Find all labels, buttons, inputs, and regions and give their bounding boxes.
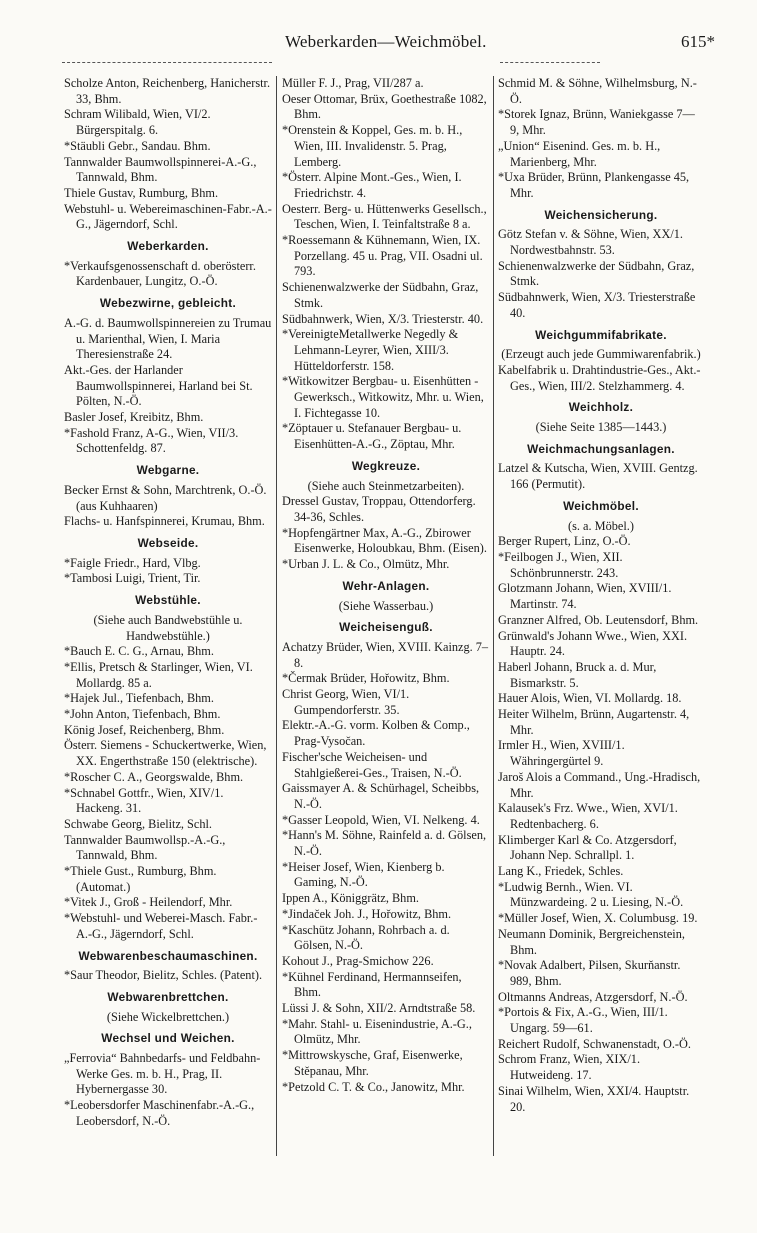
directory-entry: Glotzmann Johann, Wien, XVIII/1. Martinstr. 74. (498, 581, 672, 612)
directory-entry: *Mahr. Stahl- u. Eisenindustrie, A.-G., Olmütz, Mhr. (282, 1016, 472, 1047)
directory-entry: *Webstuhl- und Weberei-Masch. Fabr.-A.-G., Jägerndorf, Schl. (64, 911, 258, 941)
directory-entry: Müller F. J., Prag, VII/287 a. (282, 76, 424, 90)
directory-entry: Webstuhl- u. Webereimaschinen-Fabr.-A.-G., Jägerndorf, Schl. (64, 201, 272, 232)
directory-entry: Christ Georg, Wien, VI/1. Gumpendorferstr. 35. (282, 687, 410, 717)
column-right (498, 76, 704, 1166)
directory-entry: *Uxa Brüder, Brünn, Plankengasse 45, Mhr. (498, 170, 690, 200)
directory-entry: Irmler H., Wien, XVIII/1. Währingergürtel 9. (498, 738, 625, 769)
directory-entry: *Portois & Fix, A.-G., Wien, III/1. Ungarg. 59—61. (498, 1005, 668, 1036)
directory-entry: *Stäubli Gebr., Sandau. Bhm. (64, 138, 211, 153)
cross-reference-note: (Siehe Seite 1385—1443.) (535, 420, 667, 435)
directory-entry: Schrom Franz, Wien, XIX/1. Hutweideng. 17. (498, 1052, 641, 1083)
directory-entry: *Heiser Josef, Wien, Kienberg b. Gaming, N.-Ö. (282, 859, 445, 890)
directory-entry: Akt.-Ges. der Harlander Baumwollspinnerei, Harland bei St. Pölten, N.-Ö. (64, 362, 253, 409)
directory-entry: Tannwalder Baumwollsp.-A.-G., Tannwald, Bhm. (64, 832, 226, 863)
directory-entry: Achatzy Brüder, Wien, XVIII. Kainzg. 7–8. (282, 639, 489, 670)
directory-entry: *VereinigteMetallwerke Negedly & Lehmann-Leyrer, Wien, XIII/3. Hütteldorferstr. 158. (282, 327, 459, 373)
directory-entry: Thiele Gustav, Rumburg, Bhm. (64, 185, 219, 200)
directory-entry: Flachs- u. Hanfspinnerei, Krumau, Bhm. (64, 514, 265, 529)
running-title: Weberkarden—Weichmöbel. (285, 32, 487, 51)
directory-entry: *Petzold C. T. & Co., Janowitz, Mhr. (282, 1079, 465, 1094)
directory-entry: *Orenstein & Koppel, Ges. m. b. H., Wien, III. Invalidenstr. 5. Prag, Lemberg. (282, 123, 463, 169)
section-heading: Webezwirne, gebleicht. (99, 296, 237, 311)
directory-entry: *Österr. Alpine Mont.-Ges., Wien, I. Friedrichstr. 4. (282, 170, 462, 200)
directory-entry: Ippen A., Königgrätz, Bhm. (282, 891, 419, 906)
directory-entry: Südbahnwerk, Wien, X/3. Triesterstraße 40. (498, 290, 696, 320)
directory-entry: *Hann's M. Söhne, Rainfeld a. d. Gölsen, N.-Ö. (282, 828, 487, 859)
directory-entry: *Witkowitzer Bergbau- u. Eisenhütten - Gewerksch., Witkowitz, Mhr. u. Wien, I. Fichtegasse 10. (282, 374, 484, 420)
header-rule (62, 62, 272, 63)
cross-reference-note: (Erzeugt auch jede Gummiwarenfabrik.) (501, 347, 701, 362)
directory-entry: Scholze Anton, Reichenberg, Hanicherstr. 33, Bhm. (64, 76, 271, 106)
directory-entry: *Tambosi Luigi, Trient, Tir. (64, 571, 201, 586)
directory-entry: „Ferrovia“ Bahnbedarfs- und Feldbahn-Werke Ges. m. b. H., Prag, II. Hybernergasse 30. (64, 1051, 261, 1097)
directory-entry: *Roscher C. A., Georgswalde, Bhm. (64, 769, 244, 784)
section-heading: Webwarenbeschaumaschinen. (78, 948, 258, 963)
directory-entry: *Storek Ignaz, Brünn, Waniekgasse 7—9, Mhr. (498, 107, 695, 138)
directory-entry: Berger Rupert, Linz, O.-Ö. (498, 534, 631, 549)
header-rule (500, 62, 600, 63)
directory-entry: *John Anton, Tiefenbach, Bhm. (64, 707, 221, 722)
directory-entry: Fischer'sche Weicheisen- und Stahlgießerei-Ges., Traisen, N.-Ö. (282, 749, 462, 780)
directory-entry: *Novak Adalbert, Pilsen, Skurňanstr. 989, Bhm. (498, 958, 681, 988)
directory-entry: *Zöptauer u. Stefanauer Bergbau- u. Eisenhütten-A.-G., Zöptau, Mhr. (282, 421, 462, 452)
directory-entry: Oeser Ottomar, Brüx, Goethestraße 1082, Bhm. (282, 91, 487, 122)
directory-entry: Götz Stefan v. & Söhne, Wien, XX/1. Nordwestbahnstr. 53. (498, 227, 683, 258)
directory-entry: Schmid M. & Söhne, Wilhelmsburg, N.-Ö. (498, 76, 697, 106)
directory-entry: Sinai Wilhelm, Wien, XXI/4. Hauptstr. 20. (498, 1083, 690, 1114)
directory-entry: *Hopfengärtner Max, A.-G., Zbirower Eisenwerke, Holoubkau, Bhm. (Eisen). (282, 525, 487, 556)
directory-entry: Becker Ernst & Sohn, Marchtrenk, O.-Ö. (aus Kuhhaaren) (64, 482, 267, 513)
directory-entry: *Gasser Leopold, Wien, VI. Nelkeng. 4. (282, 812, 480, 827)
directory-entry: Gaissmayer A. & Schürhagel, Scheibbs, N.-Ö. (282, 781, 480, 811)
directory-entry: *Feilbogen J., Wien, XII. Schönbrunnerstr. 243. (498, 549, 623, 580)
cross-reference-note: (s. a. Möbel.) (568, 518, 634, 533)
directory-entry: *Müller Josef, Wien, X. Columbusg. 19. (498, 911, 698, 926)
directory-entry: *Kühnel Ferdinand, Hermannseifen, Bhm. (282, 969, 462, 1000)
directory-entry: Tannwalder Baumwollspinnerei-A.-G., Tannwald, Bhm. (64, 154, 257, 185)
directory-entry: Schienenwalzwerke der Südbahn, Graz, Stmk. (498, 258, 695, 289)
section-heading: Weichgummifabrikate. (535, 327, 667, 342)
directory-entry: Lang K., Friedek, Schles. (498, 864, 624, 879)
directory-entry: Granzner Alfred, Ob. Leutensdorf, Bhm. (498, 612, 699, 627)
directory-entry: Kalausek's Frz. Wwe., Wien, XVI/1. Redtenbacherg. 6. (498, 801, 678, 831)
column-divider (276, 76, 277, 1156)
column-middle (282, 76, 490, 1166)
directory-entry: Neumann Dominik, Bergreichenstein, Bhm. (498, 926, 685, 957)
directory-entry: *Ellis, Pretsch & Starlinger, Wien, VI. Mollardg. 85 a. (64, 659, 253, 690)
directory-entry: *Thiele Gust., Rumburg, Bhm. (Automat.) (64, 864, 217, 894)
directory-entry: *Urban J. L. & Co., Olmütz, Mhr. (282, 557, 450, 572)
directory-entry: Latzel & Kutscha, Wien, XVIII. Gentzg. 166 (Permutit). (498, 461, 698, 492)
section-heading: Weichholz. (568, 400, 634, 415)
directory-entry: König Josef, Reichenberg, Bhm. (64, 722, 225, 737)
section-heading: Webseide. (137, 535, 199, 550)
directory-entry: Schienenwalzwerke der Südbahn, Graz, Stmk. (282, 280, 479, 310)
page-header (0, 32, 757, 58)
column-divider (493, 76, 494, 1156)
section-heading: Weichmöbel. (563, 498, 639, 513)
cross-reference-note: (Siehe Wickelbrettchen.) (106, 1009, 230, 1024)
section-heading: Wechsel und Weichen. (101, 1031, 235, 1046)
directory-entry: Lüssi J. & Sohn, XII/2. Arndtstraße 58. (282, 1001, 476, 1016)
cross-reference-note: (Siehe auch Bandwebstühle u. Handwebstühle.) (93, 612, 243, 643)
column-left (64, 76, 272, 1166)
directory-entry: Jaroš Alois a Command., Ung.-Hradisch, Mhr. (498, 769, 701, 800)
directory-entry: Schram Wilibald, Wien, VI/2. Bürgerspitalg. 6. (64, 107, 211, 138)
directory-entry: „Union“ Eisenind. Ges. m. b. H., Marienberg, Mhr. (498, 138, 661, 169)
directory-entry: *Saur Theodor, Bielitz, Schles. (Patent). (64, 968, 263, 983)
section-heading: Weicheisenguß. (339, 620, 433, 635)
directory-entry: *Jindaček Joh. J., Hořowitz, Bhm. (282, 906, 452, 921)
directory-entry: *Faigle Friedr., Hard, Vlbg. (64, 555, 201, 570)
directory-entry: *Schnabel Gottfr., Wien, XIV/1. Hackeng. 31. (64, 785, 224, 816)
directory-entry: *Čermak Brüder, Hořowitz, Bhm. (282, 671, 450, 686)
directory-entry: Grünwald's Johann Wwe., Wien, XXI. Hauptr. 24. (498, 628, 688, 659)
directory-entry: *Leobersdorfer Maschinenfabr.-A.-G., Leobersdorf, N.-Ö. (64, 1098, 255, 1128)
directory-entry: Oesterr. Berg- u. Hüttenwerks Gesellsch., Teschen, Wien, I. Teinfaltstraße 8 a. (282, 201, 487, 232)
directory-entry: Reichert Rudolf, Schwanenstadt, O.-Ö. (498, 1036, 691, 1051)
directory-entry: *Hajek Jul., Tiefenbach, Bhm. (64, 691, 214, 706)
directory-entry: *Ludwig Bernh., Wien. VI. Münzwardeing. 2 u. Liesing, N.-Ö. (498, 879, 684, 910)
directory-entry: *Verkaufsgenossenschaft d. oberösterr. Kardenbauer, Lungitz, O.-Ö. (64, 258, 256, 289)
directory-entry: *Fashold Franz, A-G., Wien, VII/3. Schottenfeldg. 87. (64, 425, 239, 456)
section-heading: Webstühle. (135, 593, 201, 608)
directory-entry: Klimberger Karl & Co. Atzgersdorf, Johann Nep. Schrallpl. 1. (498, 832, 677, 863)
cross-reference-note: (Siehe Wasserbau.) (338, 598, 434, 613)
directory-entry: Basler Josef, Kreibitz, Bhm. (64, 410, 204, 425)
directory-entry: Oltmanns Andreas, Atzgersdorf, N.-Ö. (498, 989, 688, 1004)
directory-entry: *Vitek J., Groß - Heilendorf, Mhr. (64, 895, 233, 910)
directory-entry: Südbahnwerk, Wien, X/3. Triesterstr. 40. (282, 311, 484, 326)
directory-entry: Kohout J., Prag-Smichow 226. (282, 953, 434, 968)
section-heading: Webwarenbrettchen. (107, 989, 229, 1004)
section-heading: Weichmachungsanlagen. (527, 441, 675, 456)
directory-entry: A.-G. d. Baumwollspinnereien zu Trumau u. Marienthal, Wien, I. Maria Theresienstraße 24. (64, 315, 272, 362)
section-heading: Weberkarden. (127, 239, 209, 254)
directory-entry: Österr. Siemens - Schuckertwerke, Wien, XX. Engerthstraße 150 (elektrische). (64, 738, 267, 769)
directory-entry: Kabelfabrik u. Drahtindustrie-Ges., Akt.-Ges., Wien, III/2. Stelzhammerg. 4. (498, 362, 701, 393)
directory-entry: Dressel Gustav, Troppau, Ottendorferg. 34-36, Schles. (282, 494, 476, 524)
section-heading: Weichensicherung. (544, 207, 658, 222)
directory-entry: *Mittrowskysche, Graf, Eisenwerke, Stěpanau, Mhr. (282, 1048, 463, 1078)
directory-entry: Schwabe Georg, Bielitz, Schl. (64, 816, 212, 831)
section-heading: Wegkreuze. (351, 458, 421, 473)
directory-entry: *Roessemann & Kühnemann, Wien, IX. Porzellang. 45 u. Prag, VII. Osadni ul. 793. (282, 233, 483, 279)
section-heading: Webgarne. (136, 463, 200, 478)
directory-entry: Heiter Wilhelm, Brünn, Augartenstr. 4, Mhr. (498, 707, 690, 737)
directory-entry: *Bauch E. C. G., Arnau, Bhm. (64, 644, 214, 659)
directory-entry: Hauer Alois, Wien, VI. Mollardg. 18. (498, 691, 682, 706)
page-number: 615* (681, 32, 715, 51)
section-heading: Wehr-Anlagen. (342, 578, 430, 593)
directory-entry: Elektr.-A.-G. vorm. Kolben & Comp., Prag-Vysočan. (282, 718, 470, 749)
directory-entry: *Kaschütz Johann, Rohrbach a. d. Gölsen, N.-Ö. (282, 922, 450, 953)
directory-entry: Haberl Johann, Bruck a. d. Mur, Bismarkstr. 5. (498, 659, 657, 690)
cross-reference-note: (Siehe auch Steinmetzarbeiten). (307, 478, 465, 493)
